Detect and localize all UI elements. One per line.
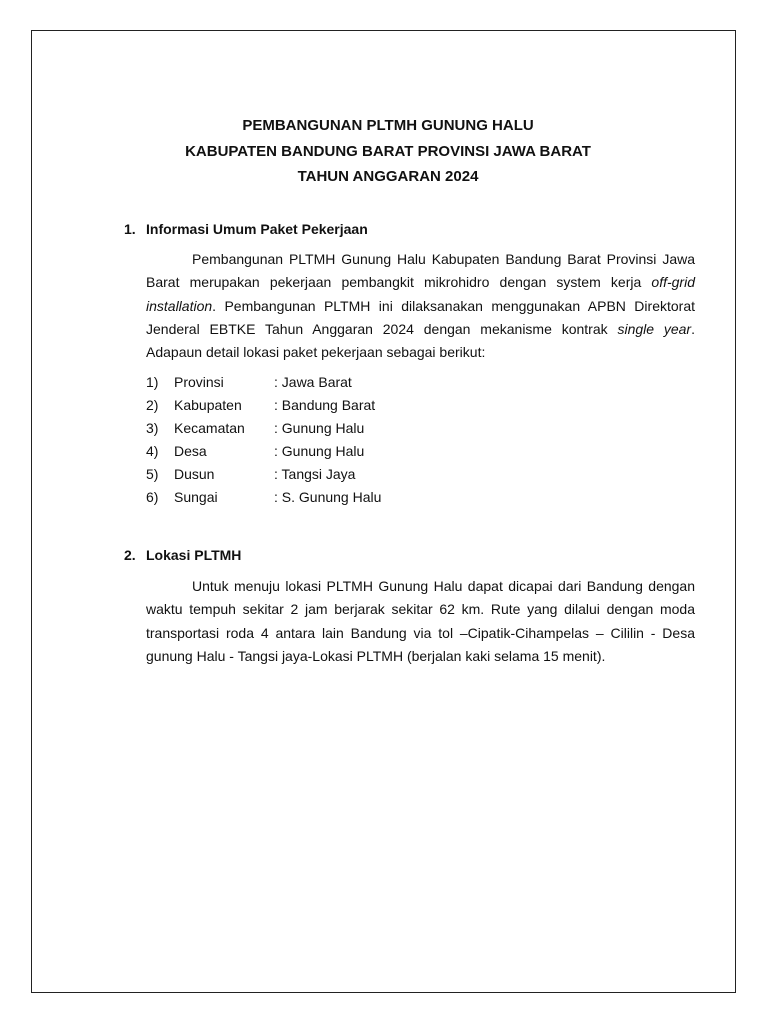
detail-label: Sungai — [174, 489, 218, 506]
detail-label: Provinsi — [174, 374, 224, 390]
detail-row-sungai — [146, 486, 381, 509]
paragraph-text: . Adapaun detail lokasi paket pekerjaan sebagai berikut: — [146, 320, 695, 361]
paragraph-italic-term: single year — [617, 320, 692, 337]
detail-index: 3) — [146, 420, 159, 437]
section-2-heading — [124, 547, 241, 563]
section-1-paragraph — [146, 248, 695, 364]
detail-value: : Bandung Barat — [274, 397, 376, 414]
detail-value: : Jawa Barat — [274, 374, 352, 390]
detail-index: 6) — [146, 489, 159, 506]
detail-index: 2) — [146, 397, 159, 414]
detail-index: 1) — [146, 374, 159, 390]
detail-row-provinsi — [146, 371, 381, 394]
detail-row-desa — [146, 440, 381, 463]
title-line-1: PEMBANGUNAN PLTMH GUNUNG HALU — [242, 117, 534, 134]
detail-row-kecamatan — [146, 417, 381, 440]
title-line-2: KABUPATEN BANDUNG BARAT PROVINSI JAWA BARAT — [185, 142, 591, 160]
paragraph-text: Untuk menuju lokasi PLTMH Gunung Halu dapat dicapai dari Bandung dengan waktu tempuh sekitar 2 jam berjarak sekitar 62 km. Rute yang dilalui dengan moda transportasi roda 4 antara lain Bandung via tol –Cipatik-Cihampelas – Cililin - Desa gunung Halu - Tangsi jaya-Lokasi PLTMH (berjalan kaki selama 15 menit). — [146, 578, 695, 664]
paragraph-text: Pembangunan PLTMH Gunung Halu Kabupaten Bandung Barat Provinsi Jawa Barat merupakan pekerjaan pembangkit mikrohidro dengan system kerja — [146, 251, 695, 291]
section-2-title: Lokasi PLTMH — [146, 547, 242, 563]
detail-row-kabupaten — [146, 394, 381, 417]
section-1-title: Informasi Umum Paket Pekerjaan — [146, 221, 368, 237]
detail-label: Dusun — [174, 466, 215, 483]
location-detail-list — [146, 371, 381, 510]
detail-value: : S. Gunung Halu — [274, 489, 382, 506]
detail-value: : Gunung Halu — [274, 443, 365, 460]
detail-label: Desa — [174, 443, 207, 460]
section-1-number: 1. — [124, 221, 136, 237]
section-2-number: 2. — [124, 547, 136, 563]
detail-row-dusun — [146, 463, 381, 486]
document-title — [0, 113, 768, 190]
detail-index: 4) — [146, 443, 159, 460]
detail-value: : Gunung Halu — [274, 420, 365, 437]
detail-label: Kabupaten — [174, 397, 242, 414]
section-1-heading — [124, 221, 368, 237]
detail-label: Kecamatan — [174, 420, 245, 437]
section-2-paragraph — [146, 575, 695, 668]
detail-index: 5) — [146, 466, 159, 483]
paragraph-text: . Pembangunan PLTMH ini dilaksanakan menggunakan APBN Direktorat Jenderal EBTKE Tahun Anggaran 2024 dengan mekanisme kontrak — [146, 297, 695, 337]
title-line-3: TAHUN ANGGARAN 2024 — [297, 168, 479, 185]
detail-value: : Tangsi Jaya — [274, 466, 356, 483]
paragraph-italic-term: off-grid installation — [146, 274, 695, 314]
